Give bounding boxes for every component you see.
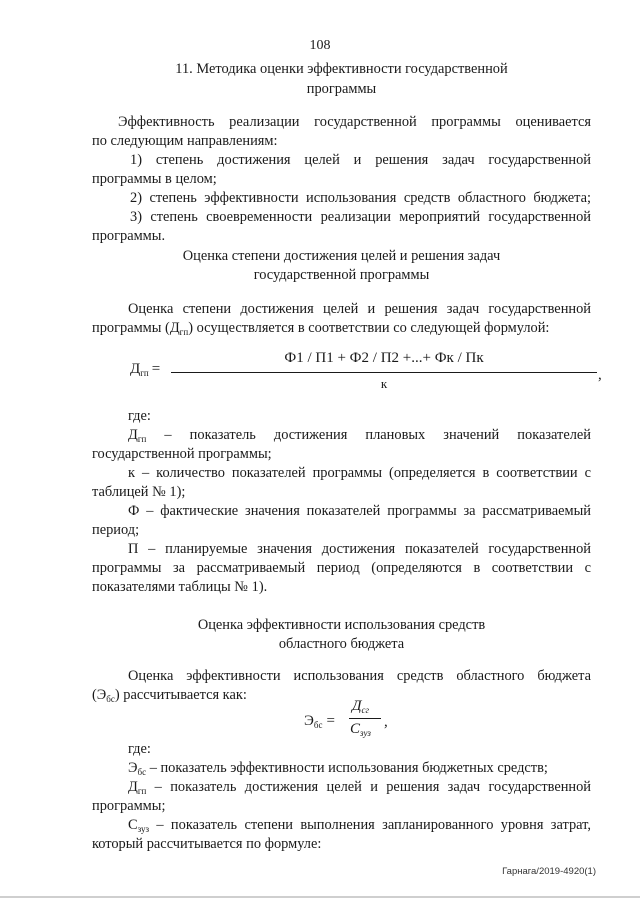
formula-1-numerator: Ф1 / П1 + Ф2 / П2 +...+ Фк / Пк: [284, 350, 484, 366]
formula-2-lhs: [304, 714, 335, 730]
formula-2-num-subscript: сг: [361, 705, 370, 715]
formula-2-numerator: [352, 699, 369, 715]
intro-line-3: 1) степень достижения целей и решения задач государственной: [130, 152, 591, 168]
sub2-text-sub: бс: [106, 694, 115, 704]
def2-symbol-2: Д: [128, 779, 138, 795]
sub2-text-part-a: (Э: [92, 687, 107, 703]
formula-1-subscript: гп: [140, 368, 149, 378]
def2-line-2: [128, 780, 591, 796]
subsection-2-title-line-1: Оценка эффективности использования средств: [197, 617, 486, 633]
sub2-text-line-1: Оценка эффективности использования средств областного бюджета: [128, 668, 591, 684]
def1-line-9: показателями таблицы № 1).: [92, 579, 268, 595]
formula-1-symbol: Д: [130, 361, 141, 377]
def2-line-3: программы;: [92, 798, 166, 814]
def2-text-1: – показатель эффективности использования бюджетных средств;: [146, 760, 548, 776]
sub1-text-part-a: программы (Д: [92, 320, 180, 336]
formula-2-equals: =: [326, 713, 335, 729]
def1-text: – показатель достижения плановых значений показателей: [146, 427, 591, 443]
subsection-1-title-line-1: Оценка степени достижения целей и решения задач: [182, 248, 501, 264]
def2-symbol-1: Э: [128, 760, 138, 776]
def2-text-2: – показатель достижения целей и решения задач государственной: [146, 779, 591, 795]
subsection-1-title-line-2: государственной программы: [253, 267, 430, 283]
def1-symbol: Д: [128, 427, 138, 443]
formula-1-lhs: [130, 362, 160, 378]
def1-line-2: государственной программы;: [92, 446, 272, 462]
sub1-text-line-1: Оценка степени достижения целей и решения задач государственной: [128, 301, 591, 317]
def2-subscript-2: гп: [137, 786, 147, 796]
formula-2-den-symbol: С: [350, 721, 361, 737]
def1-line-6: период;: [92, 522, 140, 538]
intro-line-6: 3) степень своевременности реализации мероприятий государственной: [130, 209, 591, 225]
def2-line-5: который рассчитывается по формуле:: [92, 836, 322, 852]
page-number: 108: [309, 38, 331, 53]
where-label-2: где:: [128, 741, 151, 757]
intro-line-5: 2) степень эффективности использования средств областного бюджета;: [130, 190, 591, 206]
formula-2-fraction-bar: [349, 718, 381, 719]
def2-subscript-3: зуз: [137, 824, 150, 834]
sub2-text-part-b: ) рассчитывается как:: [114, 687, 247, 703]
formula-1-denominator: к: [380, 376, 388, 391]
where-label-1: где:: [128, 408, 151, 424]
formula-2-num-symbol: Д: [352, 698, 362, 714]
formula-2-den-subscript: зуз: [360, 728, 371, 738]
formula-1-fraction-bar: [171, 372, 597, 373]
formula-2-symbol: Э: [304, 713, 314, 729]
page-edge: [0, 896, 640, 898]
def1-line-4: таблицей № 1);: [92, 484, 186, 500]
formula-1-comma: ,: [598, 367, 602, 383]
section-title-line-1: 11. Методика оценки эффективности государственной: [175, 61, 508, 77]
def2-line-1: [128, 761, 548, 777]
section-title-line-2: программы: [306, 81, 377, 97]
intro-line-4: программы в целом;: [92, 171, 217, 187]
def1-subscript: гп: [137, 434, 147, 444]
def1-line-5: Ф – фактические значения показателей программы за рассматриваемый: [128, 503, 591, 519]
subsection-2-title-line-2: областного бюджета: [278, 636, 405, 652]
def2-text-3: – показатель степени выполнения запланированного уровня затрат,: [149, 817, 591, 833]
intro-line-1: Эффективность реализации государственной программы оценивается: [118, 114, 591, 130]
def2-subscript-1: бс: [137, 767, 147, 777]
formula-2-comma: ,: [384, 714, 388, 730]
formula-2-subscript: бс: [313, 720, 323, 730]
sub1-text-part-b: ) осуществляется в соответствии со следующей формулой:: [188, 320, 550, 336]
intro-line-7: программы.: [92, 228, 166, 244]
formula-2-denominator: [350, 722, 371, 738]
formula-1-equals: =: [151, 361, 161, 377]
def1-line-7: П – планируемые значения достижения показателей государственной: [128, 541, 591, 557]
intro-line-2: по следующим направлениям:: [92, 133, 278, 149]
def1-line-8: программы за рассматриваемый период (определяются в соответствии с: [92, 560, 591, 576]
def2-line-4: [128, 818, 591, 834]
sub2-text-line-2: [92, 688, 247, 704]
document-reference: Гарнага/2019-4920(1): [502, 866, 596, 877]
def2-symbol-3: С: [128, 817, 138, 833]
def1-line-1: [128, 428, 591, 444]
def1-line-3: к – количество показателей программы (определяется в соответствии с: [128, 465, 591, 481]
sub1-text-line-2: [92, 321, 549, 337]
sub1-text-sub: гп: [179, 327, 189, 337]
